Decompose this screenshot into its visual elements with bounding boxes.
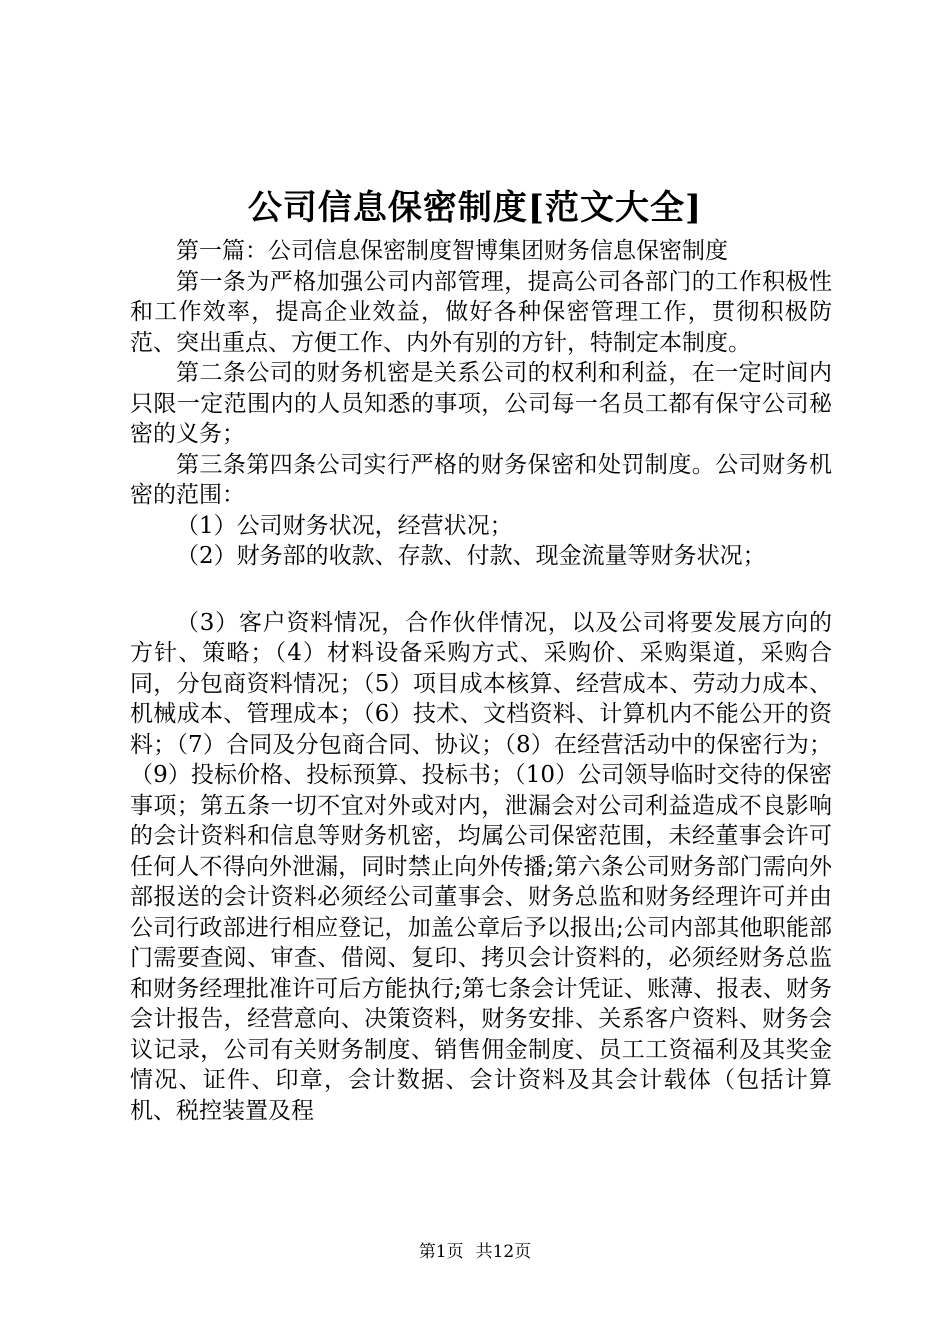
list-item: （2）财务部的收款、存款、付款、现金流量等财务状况； [176,543,766,569]
article-paragraph: （3）客户资料情况，合作伙伴情况，以及公司将要发展方向的方针、策略；（4）材料设备采购方式、采购价、采购渠道，采购合同，分包商资料情况；（5）项目成本核算、经营成本、劳动力成本、机械成本、管理成本；（6）技术、文档资料、计算机内不能公开的资料；（7）合同及分包商合同、协议；（8）在经营活动中的保密行为；（9）投标价格、投标预算、投标书；（10）公司领导临时交待的保密事项；第五条一切不宜对外或对内，泄漏会对公司利益造成不良影响的会计资料和信息等财务机密，均属公司保密范围，未经董事会许可任何人不得向外泄漏，同时禁止向外传播;第六条公司财务部门需向外部报送的会计资料必须经公司董事会、财务总监和财务经理许可并由公司行政部进行相应登记，加盖公章后予以报出;公司内部其他职能部门需要查阅、审查、借阅、复印、拷贝会计资料的，必须经财务总监和财务经理批准许可后方能执行;第七条会计凭证、账薄、报表、财务会计报告，经营意向、决策资料，财务安排、关系客户资料、财务会议记录，公司有关财务制度、销售佣金制度、员工工资福利及其奖金情况、证件、印章，会计数据、会计资料及其会计载体（包括计算机、税控装置及程 [130,609,832,1124]
document-body [130,236,832,1126]
document-title: 公司信息保密制度[范文大全] [247,188,703,228]
section-heading: 第一篇：公司信息保密制度智博集团财务信息保密制度 [176,238,728,264]
paragraph-gap [130,572,832,608]
article-paragraph: 第二条公司的财务机密是关系公司的权利和利益，在一定时间内只限一定范围内的人员知悉的事项，公司每一名员工都有保守公司秘密的义务； [130,360,832,447]
page-number: 第1页 [418,1242,464,1262]
page-footer [0,1240,950,1264]
article-paragraph: 第一条为严格加强公司内部管理，提高公司各部门的工作积极性和工作效率，提高企业效益，做好各种保密管理工作，贯彻积极防范、突出重点、方便工作、内外有别的方针，特制定本制度。 [130,268,832,356]
page-total: 共12页 [475,1242,532,1262]
article-paragraph: 第三条第四条公司实行严格的财务保密和处罚制度。公司财务机密的范围： [130,451,832,508]
list-item: （1）公司财务状况，经营状况； [176,512,513,539]
